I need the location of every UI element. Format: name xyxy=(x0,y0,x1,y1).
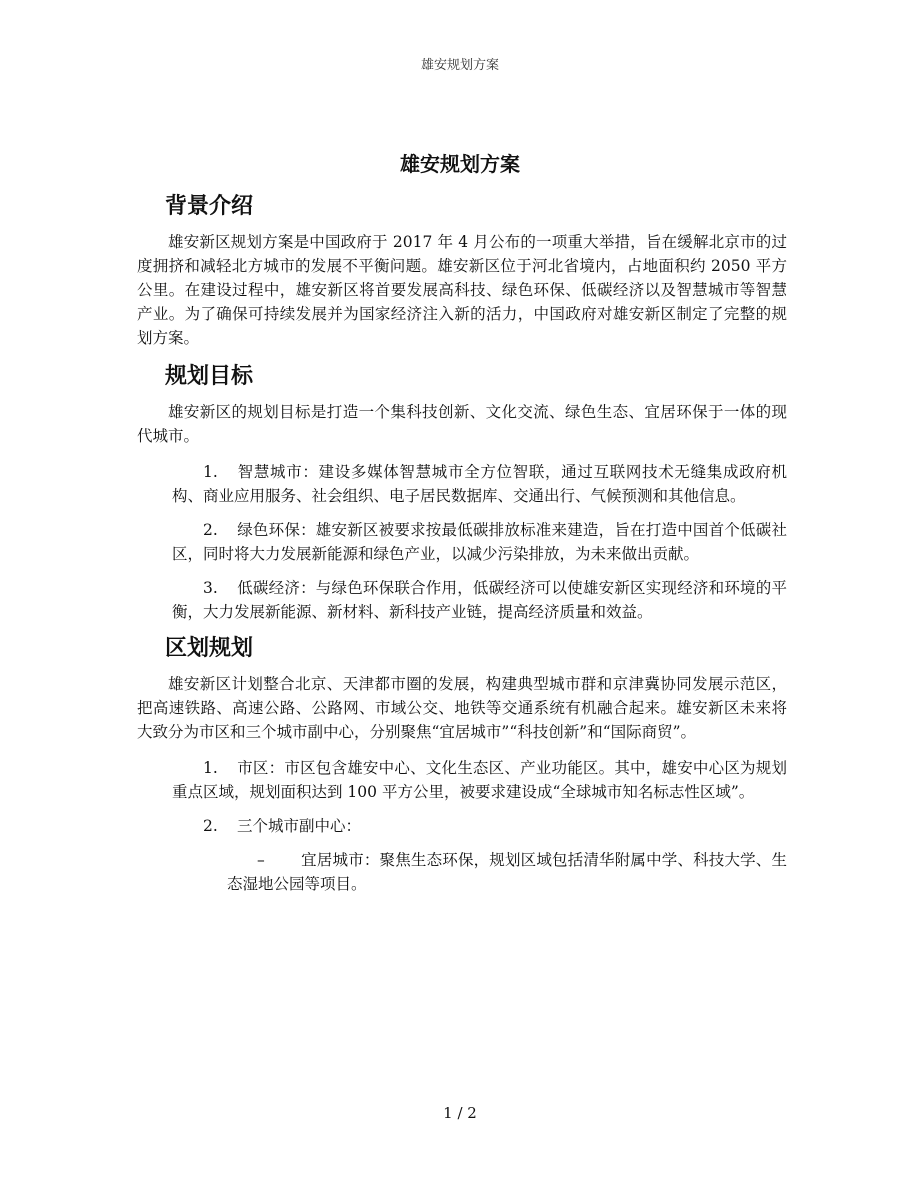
section-paragraph-zoning: 雄安新区计划整合北京、天津都市圈的发展，构建典型城市群和京津冀协同发展示范区，把高速铁路、高速公路、公路网、市域公交、地铁等交通系统有机融合起来。雄安新区未来将大致分为市区和三个城市副中心，分别聚焦“宜居城市”“科技创新”和“国际商贸”。 xyxy=(137,675,787,741)
section-paragraph-goals: 雄安新区的规划目标是打造一个集科技创新、文化交流、绿色生态、宜居环保于一体的现代城市。 xyxy=(137,403,787,445)
list-item xyxy=(172,576,787,624)
list-text: 绿色环保：雄安新区被要求按最低碳排放标准来建造，旨在打造中国首个低碳社区，同时将大力发展新能源和绿色产业，以减少污染排放，为未来做出贡献。 xyxy=(172,521,787,563)
list-text: 低碳经济：与绿色环保联合作用，低碳经济可以使雄安新区实现经济和环境的平衡，大力发展新能源、新材料、新科技产业链，提高经济质量和效益。 xyxy=(172,579,787,621)
list-item xyxy=(172,460,787,508)
list-item xyxy=(172,756,787,804)
document-body xyxy=(137,192,787,906)
section-heading-zoning: 区划规划 xyxy=(165,636,254,661)
page-header: 雄安规划方案 xyxy=(420,58,499,73)
sub-list-text: 宜居城市：聚焦生态环保，规划区域包括清华附属中学、科技大学、生态湿地公园等项目。 xyxy=(227,851,787,893)
list-item xyxy=(172,518,787,566)
list-text: 市区：市区包含雄安中心、文化生态区、产业功能区。其中，雄安中心区为规划重点区域，规划面积达到 100 平方公里，被要求建设成“全球城市知名标志性区域”。 xyxy=(172,759,787,801)
section-heading-background: 背景介绍 xyxy=(165,194,254,219)
section-heading-goals: 规划目标 xyxy=(165,364,254,389)
list-item xyxy=(172,814,787,838)
list-text: 三个城市副中心： xyxy=(237,817,362,835)
sub-list-item xyxy=(227,848,787,896)
list-number: 2. xyxy=(203,521,218,539)
list-text: 智慧城市：建设多媒体智慧城市全方位智联，通过互联网技术无缝集成政府机构、商业应用服务、社会组织、电子居民数据库、交通出行、气候预测和其他信息。 xyxy=(172,463,787,505)
list-number: 2. xyxy=(203,817,218,835)
section-paragraph-background: 雄安新区规划方案是中国政府于 2017 年 4 月公布的一项重大举措，旨在缓解北京市的过度拥挤和减轻北方城市的发展不平衡问题。雄安新区位于河北省境内，占地面积约 2050 平方公里。在建设过程中，雄安新区将首要发展高科技、绿色环保、低碳经济以及智慧城市等智慧产业。为了确保可持续发展并为国家经济注入新的活力，中国政府对雄安新区制定了完整的规划方案。 xyxy=(137,233,787,347)
list-number: 1. xyxy=(203,463,218,481)
document-title: 雄安规划方案 xyxy=(400,152,520,176)
list-number: 1. xyxy=(203,759,218,777)
sub-list-bullet: – xyxy=(257,851,265,869)
list-number: 3. xyxy=(203,579,218,597)
page-number: 1 / 2 xyxy=(443,1104,477,1122)
